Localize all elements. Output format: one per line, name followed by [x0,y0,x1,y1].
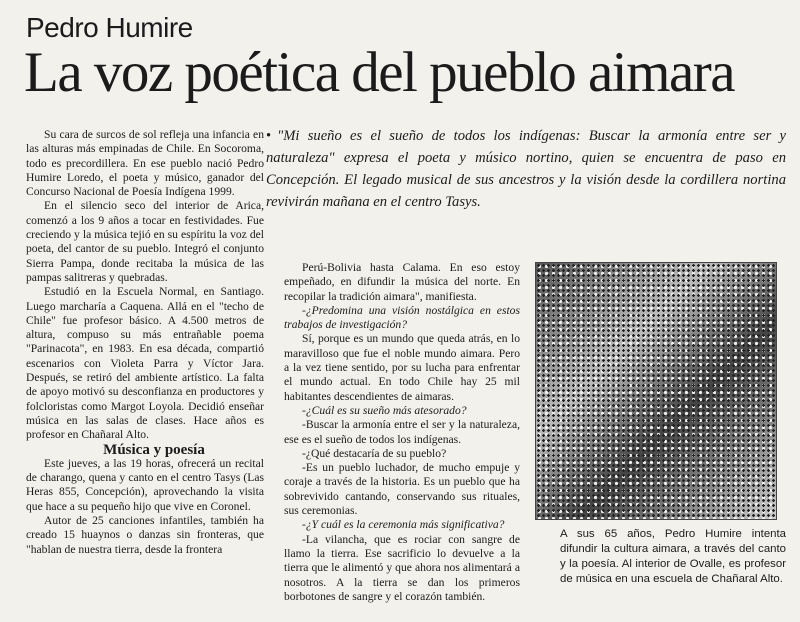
paragraph: En el silencio seco del interior de Arica, comenzó a los 9 años a tocar en festividades. Fue creciendo y la música tejió en su espíritu la voz del poeta, del cantor de su pueblo. Integró el conjunto Sierra Pampa, donde recitaba la música de las pampas salitreras y quebradas. [26,199,264,284]
paragraph: -Buscar la armonía entre el ser y la naturaleza, ese es el sueño de todos los indígenas. [284,418,520,446]
paragraph: Autor de 25 canciones infantiles, también ha creado 15 huaynos o danzas sin fronteras, que "hablan de nuestra tierra, desde la frontera [26,514,264,556]
interview-question: -¿Qué destacaría de su pueblo? [302,446,447,460]
paragraph: Su cara de surcos de sol refleja una infancia en las alturas más empinadas de Chile. En Socoroma, todo es precordillera. En ese pueblo nació Pedro Humire Loredo, el poeta y músico, ganador del Concurso Nacional de Poesía Indígena 1999. [26,128,264,199]
article-kicker: Pedro Humire [26,12,193,43]
portrait-photo [535,262,777,520]
paragraph: Estudió en la Escuela Normal, en Santiago. Luego marcharía a Caquena. Allá en el "techo de Chile" fue profesor básico. A 4.500 metros de altura, compuso su más entrañable poema "Parinacota", en 1983. En esa década, compartió escenarios con Violeta Parra y Víctor Jara. Después, se retiró del ambiente artístico. La falta de apoyo motivó su desconfianza en productores y folcloristas como Margot Loyola. Decidió enseñar música en las salas de clases. Hace años es profesor en Chañaral Alto. [26,285,264,442]
middle-column [284,261,520,604]
article-headline: La voz poética del pueblo aimara [24,41,735,104]
paragraph: Perú-Bolivia hasta Calama. En eso estoy empeñado, en difundir la música del norte. En recopilar la tradición aimara", manifiesta. [284,261,520,303]
interview-question: -¿Cuál es su sueño más atesorado? [302,403,467,417]
interview-question: -¿Predomina una visión nostálgica en estos trabajos de investigación? [284,303,520,332]
paragraph: Este jueves, a las 19 horas, ofrecerá un recital de charango, quena y canto en el centro Tasys (Las Heras 855, Concepción), aprovechando la visita que hace a su pequeño hijo que vive en Coronel. [26,456,264,513]
photo-caption: A sus 65 años, Pedro Humire intenta difundir la cultura aimara, a través del canto y la poesía. Al interior de Ovalle, es profesor de música en una escuela de Chañaral Alto. [560,528,786,585]
section-subhead: Música y poesía [103,441,205,458]
intro-text: "Mi sueño es el sueño de todos los indígenas: Buscar la armonía entre ser y naturaleza" expresa el poeta y músico nortino, quien se encuentra de paso en Concepción. El legado musical de sus ancestros y la visión desde la cordillera nortina revivirán mañana en el centro Tasys. [266,128,786,210]
left-column [26,128,264,557]
bullet-icon: • [266,128,272,144]
paragraph: -Es un pueblo luchador, de mucho empuje y coraje a través de la historia. Es un pueblo que ha sobrevivido cantando, conservando sus rituales, sus ceremonias. [284,461,520,518]
paragraph: -La vilancha, que es rociar con sangre de llamo la tierra. Ese sacrificio lo devuelve a la tierra que le alimentó y que ahora nos alimentará a nosotros. A la tierra se dan los primeros borbotones de sangre y el corazón también. [284,532,520,603]
article-intro [266,125,786,213]
paragraph: Sí, porque es un mundo que queda atrás, en lo maravilloso que fue el noble mundo aimara. Pero a la vez tiene sentido, por su lucha para enfrentar el mundo actual. En todo Chile hay 25 mil habitantes descendientes de aimaras. [284,332,520,403]
interview-question: -¿Y cuál es la ceremonia más significativa? [302,518,505,532]
